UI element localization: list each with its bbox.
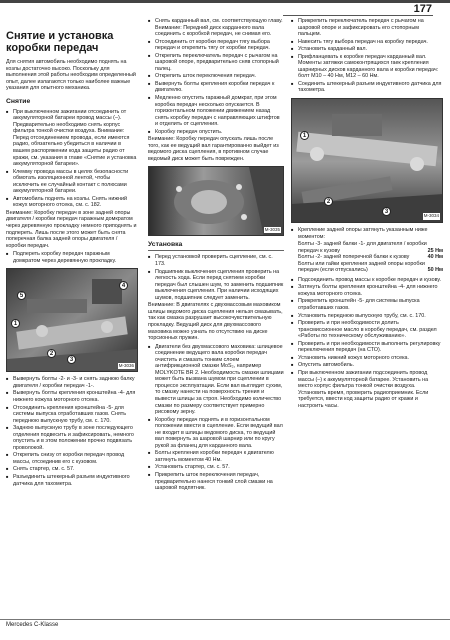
torque-spec-value: 40 Нм (427, 254, 443, 261)
list-item: ■ Двигатели без двухмассового маховика: шлицевое соединение ведущего вала коробки передач очистить и смазать тонким слоем антифрикционной смазки MoS₂, например MOLYKOTE BR 2. Необходимость смазки шлицами может быть вызвана шумом при сцеплении в процессе эксплуатации. Если вал выглядит сухим, то смазку нанести на поверхность трения и вывести шлицы за строя. Необходимо количество смазки по размеру соответствует примерно рисовому зерну. (148, 344, 284, 416)
column-2 (148, 18, 284, 493)
list-item: ■ Снять стартер, см. с. 57. (6, 466, 138, 473)
list-item: ■ Установить карданный вал. (291, 46, 443, 53)
install-steps-4 (291, 277, 443, 409)
callout-1: 1 (11, 319, 20, 328)
callout-3: 3 (67, 355, 76, 364)
torque-spec-value: 50 Нм (427, 267, 443, 274)
callout-4: 4 (119, 281, 128, 290)
photo-rear-crossmember-image (292, 99, 443, 223)
photo-reference: M-3036 (118, 362, 134, 368)
list-item: ■ Прикрепить шток переключения передач, предварительно нанеся тонкий слой смазки на шаровой подпятник. (148, 472, 284, 492)
torque-spec-label: Болты -3- задней балки -1- для двигателя / коробки передач к кузову (298, 241, 427, 254)
torque-spec-value: 25 Нм (427, 247, 443, 254)
removal-steps-4 (148, 18, 284, 135)
list-item: ■ Установить нижний кожух моторного отсека. (291, 355, 443, 362)
list-item: ■ Прикрепить кронштейн -5- для системы выпуска отработавших газов. (291, 298, 443, 311)
photo-reference: M-3035 (264, 226, 280, 232)
section-rule (148, 250, 284, 251)
removal-steps-2 (6, 251, 138, 264)
list-item: ■ Проверить и при необходимости долить трансмиссионное масло в коробку передач, см. раздел «Работы по техническому обслуживанию». (291, 320, 443, 340)
torque-spec (298, 241, 443, 254)
list-item: ■ Прикрепить переключатель передач с рычагом на шаровой опоре и зафиксировать его стопорным пальцем. (291, 18, 443, 38)
list-item: ■ Разъединить штекерный разъем индуктивного датчика для тахометра. (6, 474, 138, 487)
photo-rear-mount (6, 268, 138, 372)
torque-intro (291, 227, 443, 240)
list-item: ■ Опустить автомобиль. (291, 362, 443, 369)
header-rule (283, 15, 433, 16)
list-item: ■ Коробку передач поднять и в горизонтальном положении ввести в сцепление. Если ведущий вал не входит в шлицы ведомого диска, то ведущий вал повернуть за шаровой шарнир или по кругу рукой за фланец для карданного вала. (148, 417, 284, 450)
list-item: ■ Прифланцевать к коробке передач карданный вал. Моменты затяжки самоконтрящихся гаек крепления шарнирных дисков карданного вала и коробки передач: болт М10 – 40 Нм, М12 – 60 Нм. (291, 54, 443, 80)
top-rule (0, 0, 450, 3)
footer-text: Mercedes C-Klasse (6, 622, 59, 628)
list-item: ■ Перед установкой проверить сцепление, см. с. 173. (148, 254, 284, 267)
install-steps-1 (148, 254, 284, 301)
callout-5: 5 (17, 291, 26, 300)
list-item: ■ Коробку передач опустить. (148, 129, 284, 136)
callout-2: 2 (324, 197, 333, 206)
list-item: ■ Открепить снизу от коробки передач провод массы, отсоединив его с кузовом. (6, 452, 138, 465)
list-item: ■ Открепить шток переключения передач. (148, 73, 284, 80)
list-item: ■ Соединить штекерный разъем индуктивного датчика для тахометра. (291, 81, 443, 94)
list-item: ■ Клемму провода массы в целях безопасности обмотать изоляционной лентой, чтобы исключить ее случайный контакт с полюсами аккумуляторной батареи. (6, 169, 138, 195)
list-item: ■ Открепить переключатель передач с рычагом на шаровой опоре, предварительно сняв стопорный палец. (148, 53, 284, 73)
list-item: ■ Медленно опустить гаражный домкрат, при этом коробка передач несколько опускается. В горизонтальном положении движением назад снять коробку передач с направляющих штифтов и отделить от сцепления. (148, 95, 284, 128)
list-item: ■ Болты крепления коробки передач к двигателю затянуть моментом 40 Нм. (148, 450, 284, 463)
list-item: ■ Отсоединить от коробки передач тягу выбора передач и открепить тягу от коробки передач. (148, 39, 284, 52)
callout-2: 2 (47, 349, 56, 358)
list-item: ■ Крепление задней опоры затянуть указанным ниже моментом: (291, 227, 443, 240)
list-item: ■ Установить переднюю выпускную трубу, см. с. 170. (291, 313, 443, 320)
intro-paragraph: Для снятия автомобиль необходимо поднять на козлы достаточно высоко. Поскольку для выполнения этой работы необходим определенный опыт, далее излагаются только наиболее важные указания для опытного механика. (6, 59, 136, 92)
warning-note: Внимание: Коробку передач в зоне задней опоры двигателя / коробки передач гаражным домкратом через деревянную прокладку немного приподнять и подпереть. Лишь после этого может быть снята поперечная балка задней опоры двигателя / коробки передач. (6, 209, 137, 249)
list-item: ■ При выключенном зажигании отсоединить от аккумуляторной батареи провод массы (–). Предварительно необходимо снять корпус фильтра тонкой очистки воздуха. Внимание: Перед отсоединением провода, если имеются радио, обязательно убедиться в наличии в вашем распоряжении кода защиты радио от кражи, см. указания в главе «Снятие и установка аккумуляторной батареи». (6, 109, 138, 168)
list-item: ■ Затянуть болты крепления кронштейна -4- для нижнего кожуха моторного отсека. (291, 284, 443, 297)
list-item: ■ Автомобиль поднять на козлы. Снять нижний кожух моторного отсека, см. с. 182. (6, 196, 138, 209)
removal-steps-3 (6, 376, 138, 487)
torque-spec (298, 261, 443, 274)
list-item: ■ Подшипник выключения сцепления проверить на легкость хода. Если перед снятием коробки передач был слышен шум, то заменить подшипник выключения сцепления. При наличии исходящих шумов, подшипник следует заменить. (148, 269, 284, 302)
install-steps-2 (148, 344, 284, 492)
torque-spec-label: Болты -2- задней поперечной балки к кузову (298, 254, 410, 261)
photo-gearbox-bolts (148, 166, 284, 236)
warning-note: Внимание: В двигателях с двухмассовым маховиком шлицы ведомого диска сцепления нельзя смазывать, так как смазка разрушает высокочувствительную прокладку. Ведущий диск для двухмассового маховика можно узнать по отсутствию на диске торсионных пружин. (148, 302, 283, 342)
list-item: ■ Подсоединить провод массы к коробке передач и кузову. (291, 277, 443, 284)
section-title: Установка (148, 241, 183, 249)
removal-steps-1 (6, 109, 138, 209)
callout-1: 1 (300, 131, 309, 140)
install-steps-3 (291, 18, 443, 94)
list-item: ■ При выключенном зажигании подсоединить провод массы (–) к аккумуляторной батарее. Установить на место корпус фильтра тонкой очистки воздуха. Установить время, проверить радиоприемник. Если требуется, ввести код защиты радио от кражи и настроить часы. (291, 370, 443, 409)
warning-note: Внимание: Коробку передач опускать лишь после того, как ее ведущий вал гарантированно выйдет из ведомого диска сцепления, в противном случае ведомый диск может быть поврежден. (148, 136, 279, 162)
callout-3: 3 (382, 207, 391, 216)
list-item: ■ Вывернуть болты -2- и -3- и снять заднюю балку двигателя / коробки передач -1-. (6, 376, 138, 389)
list-item: ■ Отсоединить крепления кронштейна -5- для системы выпуска отработавших газов. Снять переднюю выпускную трубу, см. с. 170. (6, 405, 138, 425)
footer-rule (0, 619, 450, 620)
section-heading-removal: Снятие (6, 97, 31, 105)
list-item: ■ Снять карданный вал, см. соответствующую главу. Внимание: Передний диск карданного вала соединить с коробкой передач, не снимая его. (148, 18, 284, 38)
torque-spec-label: Болты или гайки крепления задней опоры коробки передач (если отпускались) (298, 260, 425, 274)
list-item: ■ Вывернуть болты крепления коробки передач к двигателю. (148, 81, 284, 94)
list-item: ■ Подпереть коробку передач гаражным домкратом через деревянную прокладку. (6, 251, 138, 264)
column-1 (6, 18, 138, 488)
list-item: ■ Установить стартер, см. с. 57. (148, 464, 284, 471)
column-3 (291, 18, 443, 410)
list-item: ■ Заднюю выпускную трубу в зоне последующего отделения подвесить и зафиксировать, немного опустить и в этом положении прочно подвязать проволокой. (6, 425, 138, 451)
photo-rear-crossmember (291, 98, 443, 223)
article-title: Снятие и установка коробки передач (6, 30, 114, 54)
list-item: ■ Навесить тягу выбора передач на коробку передач. (291, 39, 443, 46)
photo-reference: M-3034 (423, 213, 439, 219)
section-heading-installation (148, 241, 284, 251)
list-item: ■ Проверить и при необходимости выполнить регулировку переключения передач (на СТО). (291, 341, 443, 354)
page-number: 177 (413, 3, 432, 15)
list-item: ■ Вывернуть болты крепления кронштейна -4- для нижнего кожуха моторного отсека. (6, 390, 138, 403)
